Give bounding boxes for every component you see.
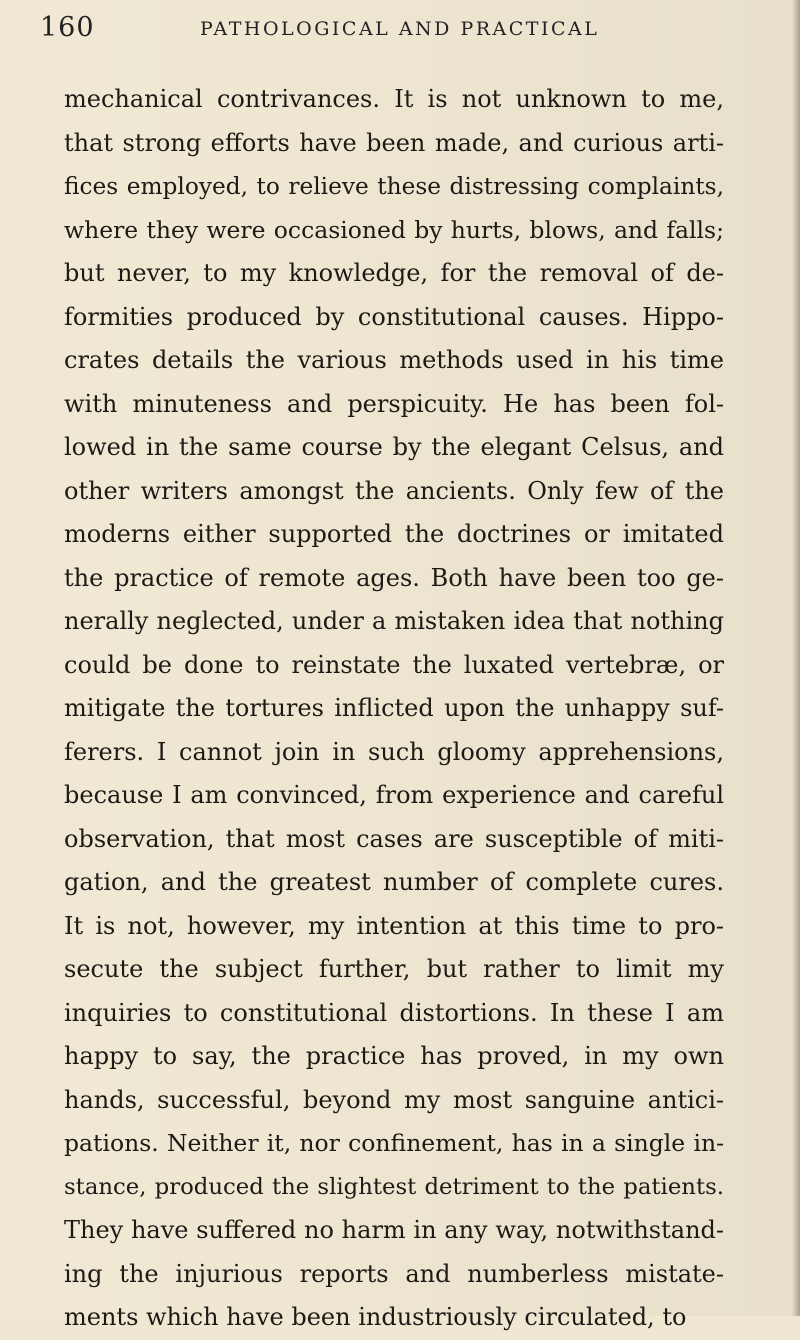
text-line: ing the injurious reports and numberless mistate- [64, 1259, 724, 1288]
text-line: the practice of remote ages. Both have been too ge- [64, 563, 724, 592]
text-line: that strong efforts have been made, and curious arti- [64, 128, 724, 157]
page-edge-shadow [792, 0, 800, 1316]
text-line: stance, produced the slightest detriment to the patients. [64, 1173, 724, 1200]
text-line: because I am convinced, from experience and careful [64, 781, 724, 809]
text-line: nerally neglected, under a mistaken idea that nothing [64, 607, 724, 635]
text-line: ments which have been industriously circulated, to [64, 1303, 687, 1331]
text-line: could be done to reinstate the luxated vertebræ, or [64, 650, 724, 679]
text-line: It is not, however, my intention at this time to pro- [64, 911, 724, 940]
text-line: hands, successful, beyond my most sanguine antici- [64, 1085, 724, 1114]
text-line: mechanical contrivances. It is not unknown to me, [64, 85, 724, 113]
text-line: where they were occasioned by hurts, blows, and falls; [64, 215, 724, 244]
page-header [40, 8, 760, 48]
text-line: with minuteness and perspicuity. He has been fol- [64, 389, 724, 418]
page-number: 160 [40, 12, 95, 43]
text-line: inquiries to constitutional distortions. In these I am [64, 998, 724, 1027]
text-line: other writers amongst the ancients. Only few of the [64, 476, 724, 505]
text-line: pations. Neither it, nor confinement, has in a single in- [64, 1129, 724, 1157]
text-line: fices employed, to relieve these distressing complaints, [64, 173, 724, 200]
text-line: crates details the various methods used in his time [64, 346, 724, 374]
text-line: formities produced by constitutional causes. Hippo- [64, 302, 724, 331]
body-text [64, 78, 724, 1340]
text-line: observation, that most cases are susceptible of miti- [64, 824, 724, 853]
text-line: moderns either supported the doctrines or imitated [64, 520, 724, 548]
text-line: secute the subject further, but rather to limit my [64, 955, 724, 983]
text-line: mitigate the tortures inflicted upon the unhappy suf- [64, 694, 724, 722]
text-line: gation, and the greatest number of complete cures. [64, 868, 724, 896]
text-line: They have suffered no harm in any way, notwithstand- [64, 1216, 724, 1244]
text-line: happy to say, the practice has proved, in my own [64, 1042, 724, 1070]
text-line: but never, to my knowledge, for the removal of de- [64, 259, 724, 287]
running-head: PATHOLOGICAL AND PRACTICAL [200, 18, 600, 40]
text-line: ferers. I cannot join in such gloomy apprehensions, [64, 737, 724, 766]
text-line: lowed in the same course by the elegant Celsus, and [64, 433, 724, 461]
